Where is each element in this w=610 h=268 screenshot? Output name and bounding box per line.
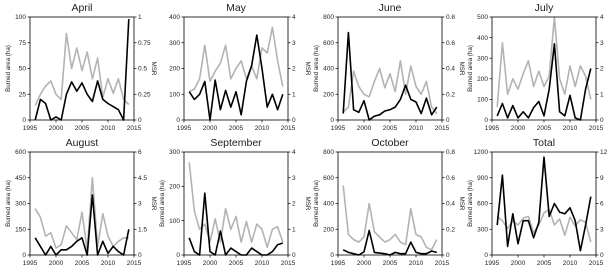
y-tick-label: 600 <box>477 200 488 208</box>
y2-tick-label: 0 <box>292 252 296 260</box>
x-tick-label: 2010 <box>100 125 116 132</box>
x-tick-label: 2015 <box>588 260 604 267</box>
x-tick-label: 2010 <box>100 260 116 267</box>
series-index-line <box>497 17 591 107</box>
y-tick-label: 400 <box>323 65 334 73</box>
y2-tick-label: 0.8 <box>446 149 456 157</box>
panel-june <box>313 2 465 132</box>
panel-august <box>5 137 157 267</box>
y2-tick-label: 0.75 <box>138 39 151 47</box>
y-axis-label: Burned area (ha) <box>467 180 474 227</box>
y-tick-label: 100 <box>477 96 488 104</box>
y-tick-label: 50 <box>18 65 26 73</box>
y2-tick-label: 2 <box>292 200 296 208</box>
x-tick-label: 2005 <box>228 125 244 132</box>
panel-title: May <box>226 2 246 14</box>
x-tick-label: 2010 <box>254 260 270 267</box>
x-tick-label: 2015 <box>126 125 142 132</box>
y2-tick-label: 1 <box>600 91 604 99</box>
x-tick-label: 1995 <box>330 125 346 132</box>
y-tick-label: 150 <box>15 226 26 234</box>
x-tick-label: 2000 <box>48 260 64 267</box>
panel-july <box>467 2 610 132</box>
y-tick-label: 800 <box>323 149 334 157</box>
y2-tick-label: 1.5 <box>138 226 148 234</box>
y-tick-label: 300 <box>477 226 488 234</box>
y2-tick-label: 0.2 <box>446 91 456 99</box>
y-tick-label: 200 <box>323 226 334 234</box>
x-tick-label: 2005 <box>536 125 552 132</box>
y-tick-label: 600 <box>323 39 334 47</box>
y2-tick-label: 3 <box>600 39 604 47</box>
y2-tick-label: 1 <box>138 14 142 22</box>
y-tick-label: 600 <box>15 149 26 157</box>
y2-tick-label: 3 <box>292 39 296 47</box>
y2-tick-label: 9 <box>600 174 604 182</box>
series-index-line <box>343 186 437 250</box>
y-tick-label: 100 <box>169 91 180 99</box>
panel-title: June <box>378 2 402 14</box>
y2-tick-label: 0.5 <box>138 65 148 73</box>
panel-title: July <box>534 2 554 14</box>
x-tick-label: 2010 <box>562 260 578 267</box>
y2-axis-label: MSR <box>150 196 157 211</box>
x-tick-label: 2000 <box>356 125 372 132</box>
x-tick-label: 2005 <box>228 260 244 267</box>
y2-tick-label: 12 <box>600 149 608 157</box>
y-tick-label: 0 <box>176 117 180 125</box>
y-tick-label: 400 <box>323 200 334 208</box>
y2-axis-label: MSR <box>304 196 311 211</box>
x-tick-label: 2005 <box>74 260 90 267</box>
y2-tick-label: 0 <box>138 117 142 125</box>
y2-tick-label: 0.4 <box>446 200 456 208</box>
y2-tick-label: 6 <box>138 149 142 157</box>
x-tick-label: 2015 <box>126 260 142 267</box>
panel-october <box>313 137 465 267</box>
y-tick-label: 900 <box>477 174 488 182</box>
y-axis-label: Burned area (ha) <box>5 45 12 92</box>
y2-tick-label: 0 <box>446 252 450 260</box>
y2-tick-label: 1 <box>292 226 296 234</box>
y-tick-label: 0 <box>484 252 488 260</box>
y2-tick-label: 0.2 <box>446 226 456 234</box>
y-tick-label: 0 <box>330 117 334 125</box>
panel-title: April <box>71 2 93 14</box>
y-tick-label: 400 <box>477 34 488 42</box>
y2-tick-label: 4 <box>292 14 296 22</box>
x-tick-label: 2015 <box>434 260 450 267</box>
y-tick-label: 25 <box>18 91 26 99</box>
x-tick-label: 2000 <box>48 125 64 132</box>
y2-tick-label: 0 <box>138 252 142 260</box>
y2-tick-label: 2 <box>292 65 296 73</box>
y-tick-label: 0 <box>484 117 488 125</box>
y2-tick-label: 0.4 <box>446 65 456 73</box>
y-axis-label: Burned area (ha) <box>159 180 166 227</box>
y2-tick-label: 6 <box>600 200 604 208</box>
x-tick-label: 2010 <box>408 260 424 267</box>
y2-tick-label: 0.6 <box>446 174 456 182</box>
y-tick-label: 1200 <box>473 149 488 157</box>
x-tick-label: 1995 <box>176 260 192 267</box>
panel-title: August <box>65 137 99 149</box>
x-tick-label: 1995 <box>22 125 38 132</box>
x-tick-label: 2005 <box>536 260 552 267</box>
y-tick-label: 500 <box>477 14 488 22</box>
y2-tick-label: 3 <box>138 200 142 208</box>
y-tick-label: 300 <box>477 55 488 63</box>
x-tick-label: 2000 <box>356 260 372 267</box>
y-tick-label: 600 <box>323 174 334 182</box>
y2-tick-label: 4.5 <box>138 174 148 182</box>
series-burned-area-line <box>189 193 283 255</box>
y2-axis-label: MSR <box>150 61 157 76</box>
series-index-line <box>343 61 437 114</box>
y-tick-label: 0 <box>176 252 180 260</box>
series-index-line <box>35 34 129 106</box>
y2-tick-label: 0 <box>600 252 604 260</box>
y2-tick-label: 0 <box>446 117 450 125</box>
series-burned-area-line <box>497 157 591 251</box>
y-axis-label: Burned area (ha) <box>5 180 12 227</box>
x-tick-label: 2000 <box>510 260 526 267</box>
y-tick-label: 75 <box>18 39 26 47</box>
y-tick-label: 450 <box>15 174 26 182</box>
panel-title: Total <box>532 137 556 149</box>
x-tick-label: 2015 <box>588 125 604 132</box>
y-tick-label: 0 <box>330 252 334 260</box>
y2-tick-label: 1 <box>292 91 296 99</box>
panel-september <box>159 137 311 267</box>
x-tick-label: 1995 <box>484 125 500 132</box>
y2-tick-label: 3 <box>292 174 296 182</box>
y2-axis-label: MSR <box>458 61 465 76</box>
x-tick-label: 2010 <box>408 125 424 132</box>
y-tick-label: 100 <box>15 14 26 22</box>
x-tick-label: 2005 <box>74 125 90 132</box>
series-index-line <box>189 27 283 91</box>
plot-frame <box>184 152 288 255</box>
series-burned-area-line <box>343 231 437 256</box>
panel-april <box>5 2 157 132</box>
y2-tick-label: 0 <box>292 117 296 125</box>
y-tick-label: 300 <box>169 149 180 157</box>
panel-title: October <box>371 137 409 149</box>
x-tick-label: 1995 <box>176 125 192 132</box>
y2-tick-label: 3 <box>600 226 604 234</box>
y2-tick-label: 4 <box>600 14 604 22</box>
panel-may <box>169 2 311 132</box>
y-tick-label: 800 <box>323 14 334 22</box>
y-tick-label: 300 <box>15 200 26 208</box>
x-tick-label: 2000 <box>202 260 218 267</box>
y-tick-label: 200 <box>323 91 334 99</box>
y2-axis-label: MSR <box>458 196 465 211</box>
y-tick-label: 200 <box>169 183 180 191</box>
y-tick-label: 0 <box>22 117 26 125</box>
y2-tick-label: 0.25 <box>138 91 151 99</box>
y-tick-label: 0 <box>22 252 26 260</box>
y-axis-label: Burned area (ha) <box>313 45 320 92</box>
y-axis-label: Burned area (ha) <box>313 180 320 227</box>
x-tick-label: 2015 <box>280 260 296 267</box>
y2-tick-label: 4 <box>292 149 296 157</box>
y-tick-label: 200 <box>169 65 180 73</box>
x-tick-label: 1995 <box>330 260 346 267</box>
y2-tick-label: 0 <box>600 117 604 125</box>
x-tick-label: 2005 <box>382 260 398 267</box>
y2-tick-label: 0.6 <box>446 39 456 47</box>
y-tick-label: 400 <box>169 14 180 22</box>
x-tick-label: 2010 <box>562 125 578 132</box>
x-tick-label: 2015 <box>280 125 296 132</box>
x-tick-label: 1995 <box>22 260 38 267</box>
x-tick-label: 2000 <box>202 125 218 132</box>
x-tick-label: 2000 <box>510 125 526 132</box>
x-tick-label: 2010 <box>254 125 270 132</box>
y-tick-label: 200 <box>477 76 488 83</box>
y2-axis-label: MSR <box>304 61 311 76</box>
panel-title: September <box>210 137 262 149</box>
panel-total <box>467 137 610 267</box>
x-tick-label: 2005 <box>382 125 398 132</box>
y-tick-label: 100 <box>169 217 180 225</box>
y2-tick-label: 2 <box>600 65 604 73</box>
y-tick-label: 300 <box>169 39 180 47</box>
y2-tick-label: 0.8 <box>446 14 456 22</box>
y-axis-label: Burned area (ha) <box>467 45 474 92</box>
x-tick-label: 2015 <box>434 125 450 132</box>
x-tick-label: 1995 <box>484 260 500 267</box>
